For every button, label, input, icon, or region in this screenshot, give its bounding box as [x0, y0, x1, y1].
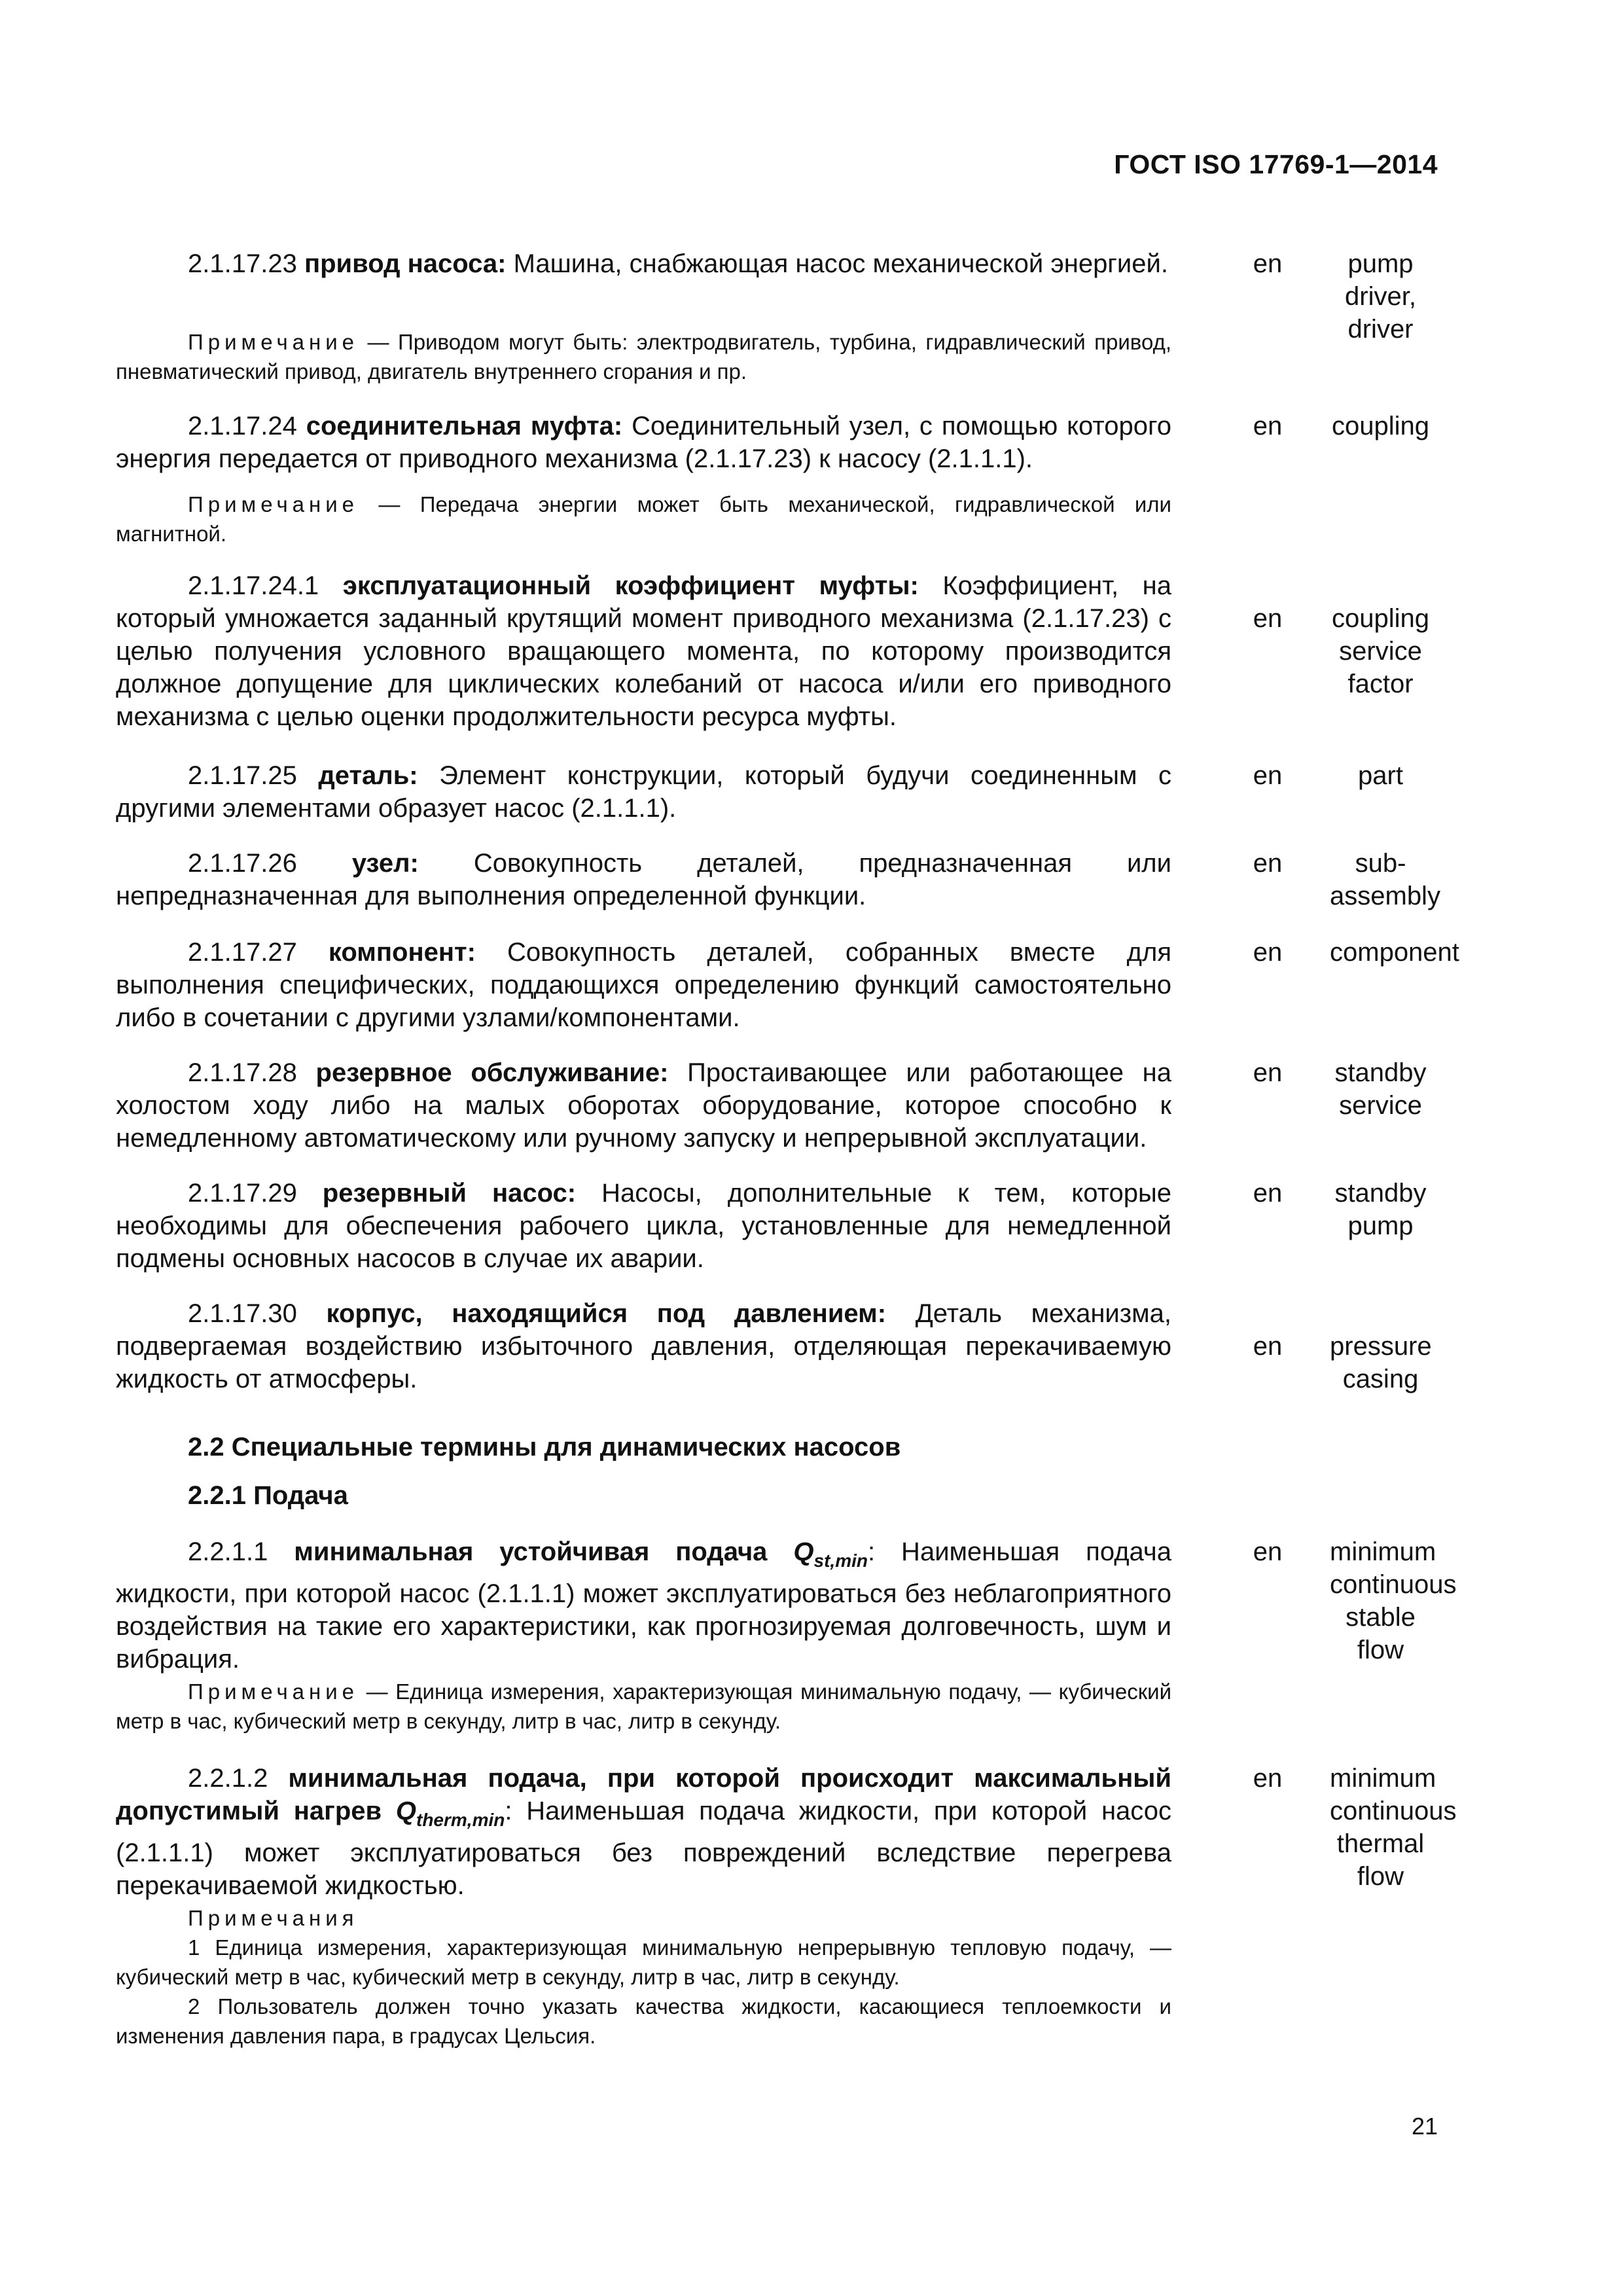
definition-text: : Наименьшая подача жидкости, при которой насос (2.1.1.1) может эксплуатироваться без повреждений вследствие перегрева перекачиваемой жидкостью. [116, 1797, 1171, 1900]
english-equivalent: minimum continuous stable flow [1330, 1537, 1457, 1664]
language-code: en [1253, 1764, 1283, 1793]
term-number: 2.1.17.23 [188, 249, 297, 278]
language-code: en [1253, 761, 1283, 790]
definition-text: : Наименьшая подача жидкости, при которой насос (2.1.1.1) может эксплуатироваться без неблагоприятного воздействия на такие его характеристики, как прогнозируемая долговечность, шум и вибрация. [116, 1537, 1171, 1674]
definition-text: Простаивающее или работающее на холостом ходу либо на малых оборотах оборудование, которое способно к немедленному автоматическому или ручному запуску и непрерывной эксплуатации. [116, 1058, 1172, 1153]
term-number: 2.2.1.2 [188, 1764, 268, 1793]
definition-text: Совокупность деталей, предназначенная или непредназначенная для выполнения определенной функции. [116, 849, 1171, 910]
term-definition [116, 1297, 1171, 1395]
page-number: 21 [1411, 2113, 1438, 2140]
term-definition [116, 1535, 1171, 1676]
term-name: резервный насос: [322, 1179, 577, 1208]
language-code: en [1253, 1537, 1283, 1566]
language-code: en [1253, 604, 1283, 633]
section-heading: 2.2 Специальные термины для динамических насосов [188, 1433, 901, 1462]
english-equivalent: coupling service factor [1331, 604, 1429, 698]
term-name: соединительная муфта: [306, 412, 623, 440]
definition-text: Соединительный узел, с помощью которого энергия передается от приводного механизма (2.1.17.23) к насосу (2.1.1.1). [116, 412, 1171, 473]
term-name: резервное обслуживание: [315, 1058, 669, 1087]
definition-text: Машина, снабжающая насос механической энергией. [513, 249, 1168, 278]
language-code: en [1253, 412, 1283, 440]
language-code: en [1253, 1058, 1283, 1087]
term-name: корпус, находящийся под давлением: [326, 1299, 887, 1328]
definition-text: Насосы, дополнительные к тем, которые необходимы для обеспечения рабочего цикла, установленные для немедленной подмены основных насосов в случае их аварии. [116, 1179, 1171, 1273]
term-definition [116, 1762, 1171, 1902]
term-name: деталь: [318, 761, 418, 790]
english-equivalent: component [1330, 938, 1459, 967]
note-item: 1 Единица измерения, характеризующая минимальную непрерывную тепловую подачу, — кубический метр в час, кубический метр в секунду, литр в час, литр в секунду. [116, 1935, 1171, 1989]
note-item: 2 Пользователь должен точно указать качества жидкости, касающиеся теплоемкости и изменения давления пара, в градусах Цельсия. [116, 1994, 1171, 2048]
standard-designation: ГОСТ ISO 17769-1—2014 [1114, 149, 1438, 179]
note-text: — Передача энергии может быть механической, гидравлической или магнитной. [116, 492, 1171, 546]
term-name: узел: [351, 849, 419, 878]
term-name: привод насоса: [304, 249, 507, 278]
english-equivalent: standby service [1334, 1058, 1427, 1120]
definition-text: Коэффициент, на который умножается заданный крутящий момент приводного механизма (2.1.17.23) с целью получения условного вращающего момента, по которому производится должное допущение для циклических колебаний от насоса и/или его приводного механизма с целью оценки продолжительности ресурса муфты. [116, 571, 1171, 731]
note-text: — Приводом могут быть: электродвигатель, турбина, гидравлический привод, пневматический привод, двигатель внутреннего сгорания и пр. [116, 330, 1172, 384]
english-equivalent: part [1358, 761, 1403, 790]
term-definition [116, 759, 1171, 825]
term-number: 2.1.17.24 [188, 412, 297, 440]
definition-text: Деталь механизма, подвергаемая воздействию избыточного давления, отделяющая перекачиваемую жидкость от атмосферы. [116, 1299, 1171, 1393]
term-number: 2.1.17.26 [188, 849, 297, 878]
english-equivalent: coupling [1331, 412, 1429, 440]
note-label: Примечание [188, 1679, 359, 1704]
term-name: минимальная подача, при которой происходит максимальный допустимый нагрев [116, 1764, 1171, 1825]
english-equivalent: pressure casing [1330, 1332, 1432, 1393]
term-definition [116, 936, 1171, 1034]
english-equivalent: standby pump [1334, 1179, 1427, 1240]
term-number: 2.1.17.29 [188, 1179, 297, 1208]
term-number: 2.1.17.25 [188, 761, 297, 790]
term-number: 2.1.17.28 [188, 1058, 297, 1087]
term-number: 2.2.1.1 [188, 1537, 268, 1566]
term-definition [116, 410, 1171, 475]
term-name: минимальная устойчивая подача [294, 1537, 768, 1566]
note-label: Примечание [188, 492, 359, 516]
term-definition [116, 1056, 1171, 1155]
term-name: эксплуатационный коэффициент муфты: [342, 571, 919, 600]
language-code: en [1253, 938, 1283, 967]
symbol: $Q_{st,min}$ [793, 1537, 868, 1571]
term-name: компонент: [328, 938, 476, 967]
term-number: 2.1.17.30 [188, 1299, 297, 1328]
term-number: 2.1.17.27 [188, 938, 297, 967]
language-code: en [1253, 1179, 1283, 1208]
term-definition [116, 247, 1171, 280]
note-label: Примечание [188, 330, 359, 354]
english-equivalent: sub-assembly [1330, 849, 1440, 910]
language-code: en [1253, 1332, 1283, 1361]
term-definition [116, 847, 1171, 912]
symbol: $Q_{therm,min}$ [395, 1797, 505, 1830]
english-equivalent: pump driver, driver [1345, 249, 1416, 344]
language-code: en [1253, 849, 1283, 878]
term-number: 2.1.17.24.1 [188, 571, 319, 600]
language-code: en [1253, 249, 1283, 278]
note-text: — Единица измерения, характеризующая минимальную подачу, — кубический метр в час, кубический метр в секунду, литр в час, литр в секунду. [116, 1679, 1172, 1733]
subsection-heading: 2.2.1 Подача [188, 1481, 348, 1510]
definition-text: Элемент конструкции, который будучи соединенным с другими элементами образует насос (2.1.1.1). [116, 761, 1171, 823]
term-definition [116, 1177, 1171, 1275]
notes-label: Примечания [188, 1906, 359, 1930]
english-equivalent: minimum continuous thermal flow [1330, 1764, 1457, 1891]
term-definition [116, 569, 1171, 733]
definition-text: Совокупность деталей, собранных вместе для выполнения специфических, поддающихся определению функций самостоятельно либо в сочетании с другими узлами/компонентами. [116, 938, 1171, 1032]
